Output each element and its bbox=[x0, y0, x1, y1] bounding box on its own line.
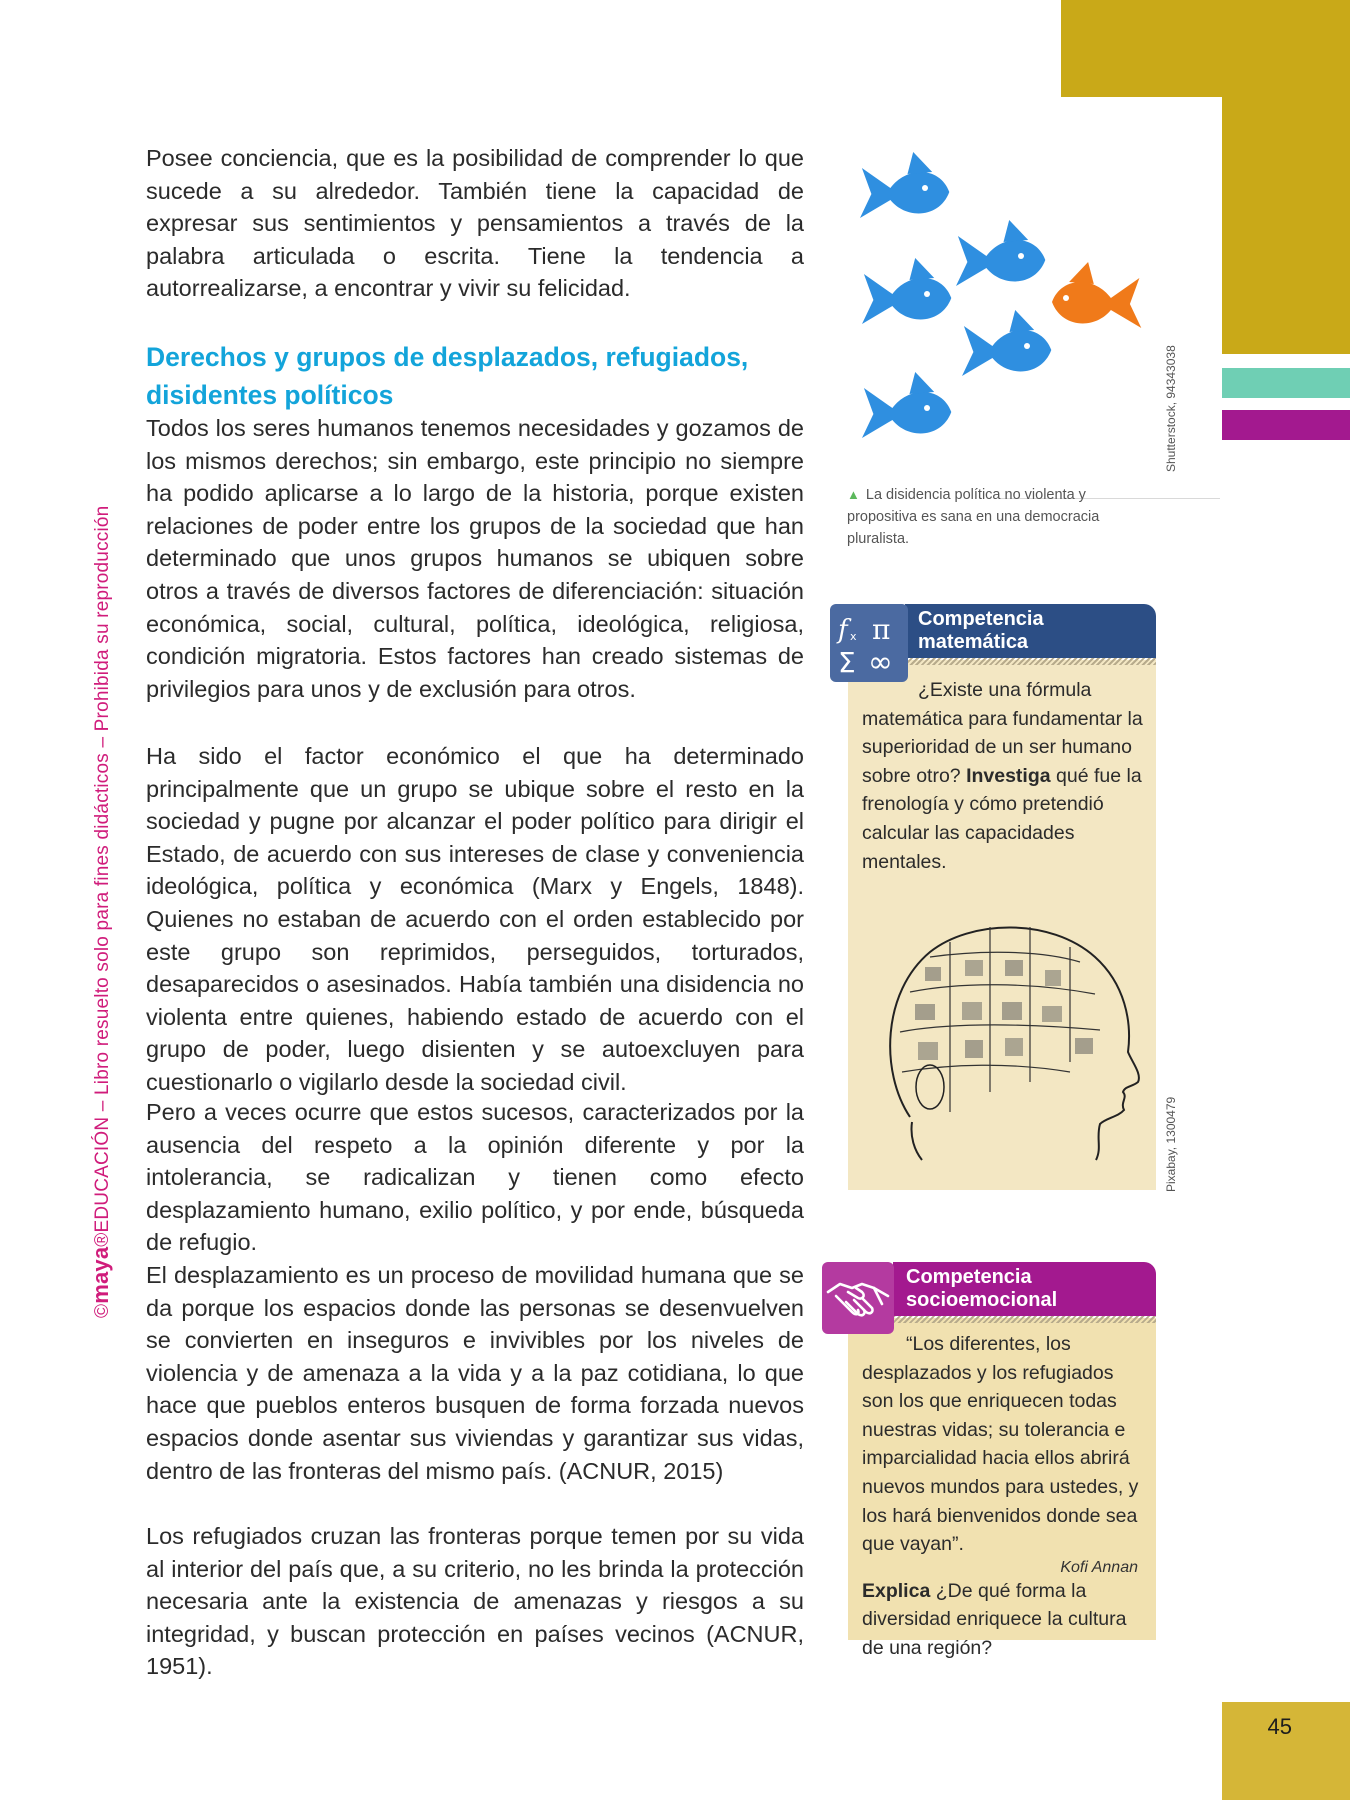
copyright-symbol: © bbox=[92, 1303, 113, 1318]
phrenology-image-credit: Pixabay, 1300479 bbox=[1164, 1096, 1178, 1192]
decorative-band-gold-top bbox=[1061, 0, 1350, 97]
phrenology-head-image bbox=[870, 912, 1150, 1162]
paragraph-5: Los refugiados cruzan las fronteras porque temen por su vida al interior del país que, a su criterio, no les brinda la protección necesaria ante la existencia de amenazas y riesgos a su integridad, y buscan protección en países vecinos (ACNUR, 1951). bbox=[146, 1523, 804, 1680]
math-box-text: ¿Existe una fórmula matemática para fundamentar la superioridad de un ser humano sobre otro? Investiga qué fue la frenología y cómo pretendió calcular las capacidades mentales. bbox=[862, 679, 1143, 873]
fish-caption bbox=[847, 484, 1157, 550]
section-title: Derechos y grupos de desplazados, refugiados, disidentes políticos bbox=[146, 342, 749, 410]
math-title-line2: matemática bbox=[918, 631, 1029, 653]
decorative-band-teal bbox=[1222, 368, 1350, 398]
page-number: 45 bbox=[1267, 1714, 1292, 1739]
action-explica: Explica bbox=[862, 1579, 931, 1602]
socio-box-content bbox=[862, 1330, 1146, 1663]
action-investiga: Investiga bbox=[966, 764, 1051, 787]
fish-image-credit: Shutterstock, 94343038 bbox=[1164, 345, 1178, 472]
svg-text:Σ: Σ bbox=[838, 646, 856, 679]
blue-fish bbox=[962, 310, 1051, 376]
triangle-icon: ▲ bbox=[847, 487, 860, 502]
registered-mark: ® bbox=[92, 1232, 113, 1247]
decorative-band-magenta bbox=[1222, 410, 1350, 440]
kofi-annan-quote: “Los diferentes, los desplazados y los refugiados son los que enriquecen todas nuestras vidas; su tolerancia e imparcialidad hacia ellos abrirá nuevos mundos para ustedes, y los hará bienvenidos donde sea que vayan”. bbox=[862, 1333, 1139, 1556]
paragraph-4: El desplazamiento es un proceso de movilidad humana que se da porque los espacios donde las personas se desenvuelven se convierten en inseguros e invivibles por los niveles de violencia y de amenaza a la vida y a la paz cotidiana, lo que hace que pueblos enteros busquen de forma forzada nuevos espacios donde asentar sus viviendas y garantizar sus vidas, dentro de las fronteras del mismo país. (ACNUR, 2015) bbox=[146, 1262, 804, 1484]
socio-header-hatch bbox=[893, 1316, 1156, 1323]
svg-text:∞: ∞ bbox=[868, 645, 893, 680]
orange-fish bbox=[1052, 262, 1141, 328]
svg-text:x: x bbox=[850, 630, 857, 643]
socio-title-line1: Competencia bbox=[906, 1266, 1032, 1288]
blue-fish bbox=[956, 220, 1045, 286]
fish-image bbox=[848, 150, 1168, 470]
brand-logo: maya bbox=[88, 1246, 113, 1304]
math-header-hatch bbox=[905, 658, 1156, 665]
socioemotional-competence-header bbox=[893, 1262, 1156, 1316]
intro-paragraph: Posee conciencia, que es la posibilidad de comprender lo que sucede a su alrededor. También tiene la capacidad de expresar sus sentimientos y pensamientos a través de la palabra articulada o escrita. Tiene la tendencia a autorrealizarse, a encontrar y vivir su felicidad. bbox=[146, 145, 804, 302]
math-symbols-icon bbox=[830, 604, 908, 682]
blue-fish bbox=[860, 152, 949, 218]
quote-author: Kofi Annan bbox=[1060, 1558, 1138, 1576]
side-credit bbox=[88, 418, 118, 1318]
math-competence-header bbox=[905, 604, 1156, 658]
blue-fish bbox=[862, 372, 951, 438]
side-credit-text: EDUCACIÓN – Libro resuelto solo para fines didácticos – Prohibida su reproducción bbox=[92, 505, 113, 1233]
socio-title-line2: socioemocional bbox=[906, 1289, 1058, 1311]
handshake-icon bbox=[822, 1262, 894, 1334]
math-title-line1: Competencia bbox=[918, 608, 1044, 630]
paragraph-2: Ha sido el factor económico el que ha determinado principalmente que un grupo se ubique sobre el resto en la sociedad y pugne por alcanzar el poder político para dirigir el Estado, de acuerdo con sus intereses de clase y conveniencia ideológica, política y económica (Marx y Engels, 1848). Quienes no estaban de acuerdo con el orden establecido por este grupo son reprimidos, perseguidos, torturados, desaparecidos o asesinados. Había también una disidencia no violenta entre quienes, habiendo estado de acuerdo con el grupo de poder, luego disienten y se autoexcluyen para cuestionarlo o vigilarlo desde la sociedad civil. bbox=[146, 743, 804, 1095]
svg-text:f: f bbox=[838, 615, 848, 645]
socio-question: Explica ¿De qué forma la diversidad enriquece la cultura de una región? bbox=[862, 1579, 1127, 1659]
blue-fish bbox=[862, 258, 951, 324]
svg-text:π: π bbox=[872, 613, 891, 646]
paragraph-3: Pero a veces ocurre que estos sucesos, caracterizados por la ausencia del respeto a la opinión diferente y por la intolerancia, se radicalizan y tienen como efecto desplazamiento humano, exilio político, y por ende, búsqueda de refugio. bbox=[146, 1099, 804, 1256]
fish-caption-text: La disidencia política no violenta y propositiva es sana en una democracia pluralista. bbox=[847, 487, 1100, 547]
paragraph-1: Todos los seres humanos tenemos necesidades y gozamos de los mismos derechos; sin embargo, este principio no siempre ha podido aplicarse a lo largo de la historia, porque existen relaciones de poder entre los grupos de la sociedad que han determinado que unos grupos humanos se ubiquen sobre otros a través de diversos factores de diferenciación: situación económica, social, cultural, política, ideológica, religiosa, condición migratoria. Estos factores han creado sistemas de privilegios para unos y de exclusión para otros. bbox=[146, 415, 804, 702]
decorative-band-gold-right bbox=[1222, 97, 1350, 354]
